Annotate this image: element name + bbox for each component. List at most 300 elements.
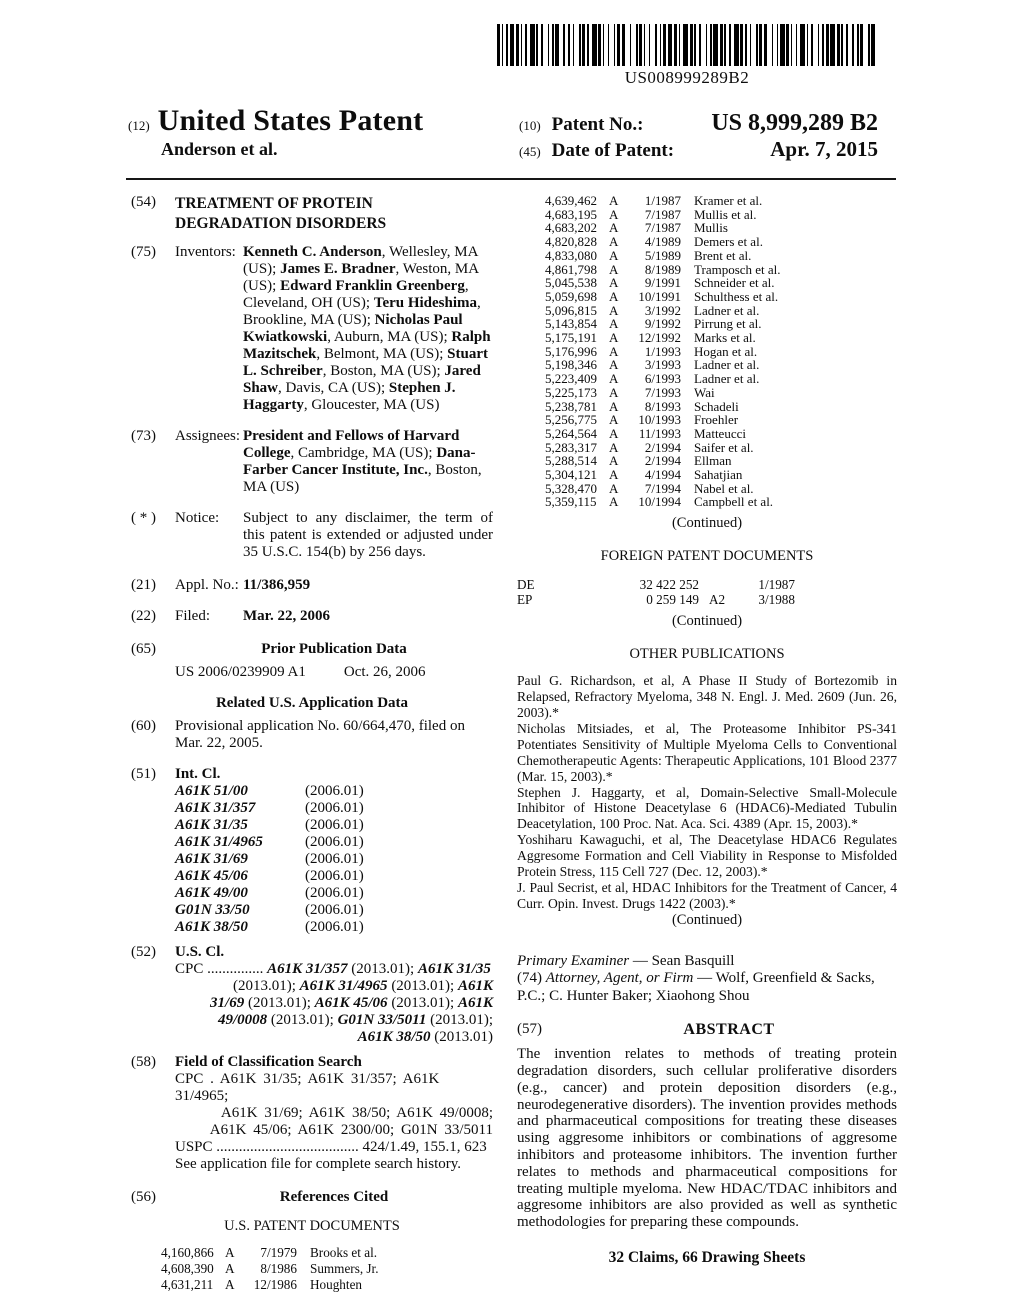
assignees-label: Assignees: — [175, 428, 240, 444]
field-code-65: (65) — [131, 641, 156, 657]
search-history-note: See application file for complete search history. — [175, 1156, 462, 1172]
text-run: A61K 45/06 — [314, 995, 388, 1011]
invention-title: TREATMENT OF PROTEIN DEGRADATION DISORDERS — [175, 195, 387, 232]
int-cl-row — [175, 919, 493, 936]
patent-ref-number: 5,264,564 — [545, 425, 597, 441]
int-cl-row — [175, 817, 493, 834]
patent-ref-row — [545, 263, 897, 277]
patent-ref-number: 4,683,202 — [545, 220, 597, 236]
patent-ref-date: 11/1993 — [638, 425, 681, 441]
patent-ref-row — [545, 317, 897, 331]
left-column — [131, 194, 493, 1293]
continued-note-3: (Continued) — [671, 911, 743, 928]
patent-ref-kind: A — [609, 247, 619, 263]
patent-ref-name: Ellman — [694, 453, 732, 469]
patent-ref-name: Mullis — [694, 220, 728, 236]
patent-ref-name: Ladner et al. — [694, 357, 760, 373]
patent-ref-date: 2/1994 — [644, 439, 681, 455]
patent-ref-name: Kramer et al. — [694, 193, 763, 208]
publication-reference: Stephen J. Haggarty, et al, Domain-Selective Small-Molecule Inhibitor of Histone Deacetylase 6 (HDAC6)-Mediated Tubulin Deacetylation, 100 Proc. Nat. Aca. Sci. 4389 (Apr. 15, 2003).* — [517, 784, 897, 832]
classification-line — [175, 961, 493, 978]
patent-ref-row — [161, 1245, 493, 1261]
foreign-ref-row — [517, 577, 897, 592]
text-run: Kenneth C. Anderson — [243, 244, 382, 260]
text-run: , Gloucester, MA (US) — [303, 397, 440, 413]
field-code-51: (51) — [131, 766, 156, 782]
patent-ref-date: 8/1986 — [260, 1261, 297, 1276]
appl-no-value: 11/386,959 — [243, 577, 311, 593]
patent-ref-date: 4/1989 — [644, 234, 681, 250]
patent-ref-number: 4,861,798 — [545, 261, 597, 277]
us-cl-label: U.S. Cl. — [175, 944, 225, 960]
foreign-ref-kind: A2 — [709, 592, 726, 608]
patent-ref-row — [545, 304, 897, 318]
patent-ref-kind: A — [609, 288, 619, 304]
classification-line — [175, 1012, 493, 1029]
references-cited-title: References Cited — [279, 1189, 389, 1205]
text-run: Stephen J. Haggarty — [243, 380, 456, 413]
patent-ref-name: Summers, Jr. — [310, 1261, 379, 1276]
foreign-ref-number: 32 422 252 — [639, 577, 699, 593]
patent-ref-row — [545, 413, 897, 427]
foreign-ref-row — [517, 592, 897, 607]
patent-ref-number: 5,198,346 — [545, 357, 597, 373]
patent-ref-kind: A — [609, 261, 619, 277]
notice-text: Subject to any disclaimer, the term of this patent is extended or adjusted under 35 U.S.C. 154(b) by 256 days. — [243, 510, 493, 560]
patent-ref-number: 5,283,317 — [545, 439, 597, 455]
related-data-text: Provisional application No. 60/664,470, filed on Mar. 22, 2005. — [175, 718, 465, 751]
patent-ref-name: Hogan et al. — [694, 343, 758, 359]
patent-ref-kind: A — [609, 316, 619, 332]
foreign-patent-documents-table — [517, 577, 897, 607]
text-run: , Cambridge, MA (US); — [290, 445, 437, 461]
patent-ref-number: 5,175,191 — [545, 330, 597, 346]
patent-ref-row — [545, 468, 897, 482]
section-assignees — [131, 428, 493, 496]
foreign-ref-date: 3/1988 — [758, 592, 795, 608]
barcode-image — [497, 24, 877, 66]
patent-ref-number: 5,304,121 — [545, 467, 597, 483]
patent-ref-row — [545, 441, 897, 455]
text-run: A61K — [457, 995, 493, 1011]
abstract-header — [517, 1021, 897, 1038]
us-patent-documents-table-right — [545, 194, 897, 509]
patent-ref-row — [545, 482, 897, 496]
text-run: — Wolf, Greenfield & Sacks, P.C.; C. Hunter Baker; Xiaohong Shou — [517, 970, 875, 1004]
patent-ref-date: 2/1994 — [644, 453, 681, 469]
barcode-block — [497, 24, 877, 88]
continued-note-1: (Continued) — [671, 515, 743, 532]
int-cl-row — [175, 851, 493, 868]
patent-ref-name: Saifer et al. — [694, 439, 754, 455]
patent-ref-kind: A — [225, 1245, 235, 1260]
patent-ref-kind: A — [609, 206, 619, 222]
patent-ref-name: Campbell et al. — [694, 494, 774, 510]
abstract-title: ABSTRACT — [683, 1021, 775, 1039]
patent-ref-row — [545, 427, 897, 441]
patent-ref-kind: A — [609, 494, 619, 510]
patent-ref-number: 5,288,514 — [545, 453, 597, 469]
classification-line — [175, 995, 493, 1012]
section-prior-publication — [131, 641, 493, 658]
field-code-57: (57) — [517, 1021, 542, 1038]
patent-ref-number: 4,631,211 — [161, 1277, 214, 1292]
text-run: , Weston, MA (US); — [243, 261, 479, 294]
assignees-list — [243, 428, 493, 496]
right-column — [517, 194, 897, 1266]
text-run: (2013.01); — [347, 961, 418, 977]
other-publications-title: OTHER PUBLICATIONS — [629, 646, 785, 663]
text-run: Edward Franklin Greenberg — [280, 278, 465, 294]
prior-publication-row — [175, 664, 493, 681]
patent-ref-row — [545, 208, 897, 222]
field-of-search-label: Field of Classification Search — [175, 1054, 362, 1070]
patent-ref-name: Marks et al. — [694, 330, 756, 346]
patent-ref-row — [161, 1277, 493, 1293]
int-cl-code: G01N 33/50 — [175, 902, 250, 918]
patent-ref-date: 1/1987 — [644, 193, 681, 208]
int-cl-row — [175, 834, 493, 851]
int-cl-version: (2006.01) — [305, 919, 364, 935]
field-code-54: (54) — [131, 194, 156, 210]
patent-ref-date: 12/1992 — [638, 330, 681, 346]
text-run: , Brookline, MA (US); — [243, 295, 481, 328]
section-related-data — [131, 718, 493, 752]
patent-ref-name: Schulthess et al. — [694, 288, 779, 304]
patent-ref-row — [545, 495, 897, 509]
patent-ref-kind: A — [225, 1277, 235, 1292]
patent-ref-row — [545, 331, 897, 345]
patent-ref-number: 5,225,173 — [545, 384, 597, 400]
continued-note-2: (Continued) — [671, 613, 743, 630]
classification-line: A61K 31/69; A61K 38/50; A61K 49/0008; — [220, 1105, 493, 1121]
publication-reference: Yoshiharu Kawaguchi, et al, The Deacetylase HDAC6 Regulates Aggresome Formation and Cell Viability in Response to Misfolded Protein Stress, 115 Cell 727 (Dec. 12, 2003).* — [517, 832, 897, 880]
uspc-line: USPC ...................................... 424/1.49, 155.1, 623 — [175, 1139, 487, 1155]
text-run: Primary Examiner — [517, 952, 630, 969]
field-code-21: (21) — [131, 577, 156, 593]
patent-ref-number: 5,096,815 — [545, 302, 597, 318]
patent-ref-number: 5,256,775 — [545, 412, 597, 428]
publication-reference: Nicholas Mitsiades, et al, The Proteasome Inhibitor PS-341 Potentiates Sensitivity of Multiple Myeloma Cells to Conventional Chemotherapeutic Agents: Therapeutic Applications, 101 Blood 2377 (Mar. 15, 2003).* — [517, 720, 897, 784]
patent-ref-name: Brent et al. — [694, 247, 752, 263]
patent-ref-number: 4,608,390 — [161, 1261, 214, 1276]
patent-ref-kind: A — [609, 302, 619, 318]
text-run: (2013.01); — [232, 978, 300, 994]
patent-ref-kind: A — [609, 330, 619, 346]
claims-line: 32 Claims, 66 Drawing Sheets — [608, 1249, 806, 1267]
classification-line — [175, 1029, 493, 1046]
text-run: 31/69 — [210, 995, 245, 1011]
patent-ref-name: Froehler — [694, 412, 739, 428]
text-run: Ralph Mazitschek — [243, 329, 491, 362]
patent-ref-kind: A — [609, 425, 619, 441]
primary-examiner-line — [517, 953, 897, 971]
patent-ref-number: 4,160,866 — [161, 1245, 214, 1260]
us-patent-documents-title: U.S. PATENT DOCUMENTS — [224, 1218, 400, 1234]
field-code-75: (75) — [131, 244, 156, 260]
patent-ref-name: Wai — [694, 384, 715, 400]
publication-reference: J. Paul Secrist, et al, HDAC Inhibitors for the Treatment of Cancer, 4 Curr. Opin. Invest. Drugs 1422 (2003).* — [517, 879, 897, 911]
cpc-classification-block — [175, 961, 493, 1046]
text-run: G01N 33/5011 — [337, 1012, 427, 1028]
foreign-ref-country: DE — [517, 577, 535, 593]
field-code-notice: ( * ) — [131, 510, 156, 526]
patent-ref-kind: A — [609, 453, 619, 469]
section-references-cited — [131, 1189, 493, 1206]
int-cl-version: (2006.01) — [305, 885, 364, 901]
patent-ref-number: 5,176,996 — [545, 343, 597, 359]
patent-ref-date: 3/1992 — [644, 302, 681, 318]
int-cl-code: A61K 45/06 — [175, 868, 248, 884]
patent-ref-kind: A — [609, 480, 619, 496]
patent-ref-name: Houghten — [310, 1277, 363, 1292]
section-us-cl — [131, 944, 493, 961]
text-run: A61K 31/357 — [267, 961, 348, 977]
field-cpc-lines — [175, 1071, 493, 1139]
patent-ref-kind: A — [609, 439, 619, 455]
patent-ref-date: 7/1979 — [260, 1245, 297, 1260]
patent-ref-date: 1/1993 — [644, 343, 681, 359]
patent-ref-name: Schneider et al. — [694, 275, 775, 291]
patent-ref-date: 3/1993 — [644, 357, 681, 373]
patent-number: US 8,999,289 B2 — [711, 110, 878, 136]
section-int-cl — [131, 766, 493, 783]
patent-ref-row — [545, 358, 897, 372]
patent-ref-kind: A — [609, 384, 619, 400]
text-run: (2013.01); — [244, 995, 315, 1011]
int-cl-code: A61K 31/4965 — [175, 834, 263, 850]
field-code-73: (73) — [131, 428, 156, 444]
foreign-ref-date: 1/1987 — [758, 577, 795, 593]
int-cl-code: A61K 49/00 — [175, 885, 248, 901]
text-run: (74) — [517, 970, 546, 987]
patent-ref-row — [545, 400, 897, 414]
text-run: Stuart L. Schreiber — [243, 346, 489, 379]
patent-ref-date: 6/1993 — [644, 371, 681, 387]
related-data-title: Related U.S. Application Data — [215, 695, 409, 711]
text-run: (2013.01); — [267, 1012, 338, 1028]
field-code-60: (60) — [131, 718, 156, 734]
section-field-of-search — [131, 1054, 493, 1071]
patent-ref-kind: A — [609, 412, 619, 428]
patent-ref-number: 4,639,462 — [545, 193, 597, 208]
int-cl-code: A61K 31/357 — [175, 800, 256, 816]
patent-ref-name: Tramposch et al. — [694, 261, 781, 277]
patent-ref-name: Matteucci — [694, 425, 746, 441]
patent-ref-number: 5,238,781 — [545, 398, 597, 414]
patent-ref-kind: A — [609, 357, 619, 373]
inventors-label: Inventors: — [175, 244, 236, 260]
field-code-52: (52) — [131, 944, 156, 960]
patent-ref-date: 7/1987 — [644, 206, 681, 222]
header-right — [519, 110, 878, 162]
patent-ref-number: 4,683,195 — [545, 206, 597, 222]
foreign-ref-number: 0 259 149 — [646, 592, 699, 608]
patent-ref-kind: A — [609, 220, 619, 236]
other-publications-list — [517, 673, 897, 912]
us-patent-documents-table-left — [161, 1245, 493, 1293]
int-cl-row — [175, 902, 493, 919]
patent-ref-date: 7/1994 — [644, 480, 681, 496]
patent-ref-name: Demers et al. — [694, 234, 763, 250]
appl-no-label: Appl. No.: — [175, 577, 239, 593]
patent-ref-date: 9/1992 — [644, 316, 681, 332]
patent-ref-row — [545, 290, 897, 304]
patent-ref-row — [545, 345, 897, 359]
int-cl-row — [175, 783, 493, 800]
classification-line — [175, 978, 493, 995]
header-left — [128, 104, 423, 160]
text-run: Jared Shaw — [243, 363, 481, 396]
patent-ref-kind: A — [609, 343, 619, 359]
text-run: James E. Bradner — [280, 261, 396, 277]
text-run: A61K 38/50 — [357, 1029, 431, 1045]
section-filed — [131, 608, 493, 625]
barcode-text: US008999289B2 — [624, 68, 750, 87]
publication-reference: Paul G. Richardson, et al, A Phase II Study of Bortezomib in Relapsed, Refractory Myeloma, 348 N. Engl. J. Med. 2609 (Jun. 26, 2003).* — [517, 673, 897, 720]
patent-ref-name: Pirrung et al. — [694, 316, 762, 332]
patent-ref-row — [545, 454, 897, 468]
int-cl-version: (2006.01) — [305, 800, 364, 816]
text-run: , Auburn, MA (US); — [327, 329, 452, 345]
section-inventors — [131, 244, 493, 414]
patent-ref-name: Schadeli — [694, 398, 739, 414]
int-cl-code: A61K 38/50 — [175, 919, 248, 935]
patent-ref-kind: A — [609, 193, 619, 208]
text-run: A61K 31/35 — [417, 961, 491, 977]
section-title — [131, 194, 493, 234]
abstract-text: The invention relates to methods of treating protein degradation disorders, such cellular proliferative disorders (e.g., cancer) and protein deposition disorders (e.g., neurodegenerative disorders). The invention provides methods and pharmaceutical compositions for treating these diseases using aggresome inhibitors or combinations of aggresome inhibitors and proteasome inhibitors. The invention further relates to methods and pharmaceutical compositions for treating multiple myeloma. New HDAC/TDAC inhibitors and aggresome inhibitors are also provided as well as synthetic methodologies for preparing these compounds. — [517, 1046, 897, 1231]
int-cl-row — [175, 885, 493, 902]
int-cl-version: (2006.01) — [305, 834, 364, 850]
text-run: Attorney, Agent, or Firm — [545, 970, 694, 987]
text-run: , Cleveland, OH (US); — [243, 278, 469, 311]
int-cl-row — [175, 868, 493, 885]
patent-ref-number: 5,059,698 — [545, 288, 597, 304]
patent-ref-row — [545, 276, 897, 290]
patent-ref-name: Nabel et al. — [694, 480, 754, 496]
field-code-10: (10) — [519, 118, 541, 133]
patent-ref-name: Brooks et al. — [310, 1245, 378, 1260]
text-run: President and Fellows of Harvard College — [243, 428, 460, 461]
text-run: Teru Hideshima — [373, 295, 478, 311]
text-run: A61K 31/4965 — [299, 978, 388, 994]
attorney-line — [517, 970, 897, 1005]
inventors-list — [243, 244, 493, 414]
section-appl-no — [131, 577, 493, 594]
text-run: (2013.01) — [430, 1029, 493, 1045]
patent-ref-number: 5,223,409 — [545, 371, 597, 387]
patent-ref-name: Ladner et al. — [694, 371, 760, 387]
text-run: Nicholas Paul Kwiatkowski — [243, 312, 463, 345]
int-cl-code: A61K 31/69 — [175, 851, 248, 867]
prior-publication-date: Oct. 26, 2006 — [343, 664, 426, 680]
int-cl-label: Int. Cl. — [175, 766, 221, 782]
text-run: , Boston, MA (US) — [243, 462, 482, 495]
int-cl-version: (2006.01) — [305, 817, 364, 833]
notice-label: Notice: — [175, 510, 220, 526]
section-notice — [131, 510, 493, 561]
patent-ref-date: 4/1994 — [644, 467, 681, 483]
patent-ref-kind: A — [609, 275, 619, 291]
page-title: United States Patent — [157, 104, 424, 137]
patent-ref-number: 4,833,080 — [545, 247, 597, 263]
patent-ref-name: Ladner et al. — [694, 302, 760, 318]
int-cl-table — [175, 783, 493, 936]
patent-ref-number: 4,820,828 — [545, 234, 597, 250]
prior-publication-number: US 2006/0239909 A1 — [175, 664, 306, 680]
text-run: — Sean Basquill — [629, 952, 735, 969]
text-run: (2013.01); — [426, 1012, 493, 1028]
patent-ref-date: 8/1993 — [644, 398, 681, 414]
text-run: ............... — [207, 961, 268, 977]
int-cl-version: (2006.01) — [305, 783, 364, 799]
foreign-ref-country: EP — [517, 592, 533, 608]
patent-ref-date: 8/1989 — [644, 261, 681, 277]
filed-value: Mar. 22, 2006 — [243, 608, 330, 624]
foreign-patent-documents-title: FOREIGN PATENT DOCUMENTS — [600, 548, 814, 565]
patent-ref-row — [545, 372, 897, 386]
patent-ref-date: 10/1991 — [638, 288, 681, 304]
patent-ref-kind: A — [609, 467, 619, 483]
field-code-45: (45) — [519, 144, 541, 159]
patent-ref-number: 5,045,538 — [545, 275, 597, 291]
filed-label: Filed: — [175, 608, 211, 624]
field-code-22: (22) — [131, 608, 156, 624]
patent-date-label: Date of Patent: — [551, 140, 675, 161]
text-run: Dana-Farber Cancer Institute, Inc. — [243, 445, 476, 478]
patent-ref-date: 10/1993 — [638, 412, 681, 428]
patent-ref-date: 10/1994 — [638, 494, 681, 510]
text-run: CPC — [175, 961, 208, 977]
patent-ref-number: 5,359,115 — [545, 494, 597, 510]
patent-ref-name: Mullis et al. — [694, 206, 757, 222]
text-run: (2013.01); — [387, 978, 458, 994]
patent-ref-number: 5,328,470 — [545, 480, 597, 496]
int-cl-version: (2006.01) — [305, 902, 364, 918]
foreign-ref-kind — [699, 577, 737, 592]
prior-publication-title: Prior Publication Data — [261, 641, 407, 657]
patent-ref-row — [545, 249, 897, 263]
patent-ref-name: Sahatjian — [694, 467, 743, 483]
text-run: 49/0008 — [217, 1012, 268, 1028]
patent-ref-date: 7/1993 — [644, 384, 681, 400]
patent-no-label: Patent No.: — [551, 114, 644, 135]
header-divider — [126, 178, 896, 180]
patent-ref-date: 7/1987 — [644, 220, 681, 236]
patent-date: Apr. 7, 2015 — [770, 137, 878, 161]
patent-ref-row — [161, 1261, 493, 1277]
patent-ref-kind: A — [609, 371, 619, 387]
patent-ref-kind: A — [609, 234, 619, 250]
patent-ref-kind: A — [225, 1261, 235, 1276]
text-run: , Wellesley, MA (US); — [243, 244, 478, 277]
patent-ref-row — [545, 194, 897, 208]
examiner-block — [517, 953, 897, 1006]
int-cl-version: (2006.01) — [305, 868, 364, 884]
patent-ref-date: 9/1991 — [644, 275, 681, 291]
text-run: (2013.01); — [387, 995, 458, 1011]
patent-ref-date: 12/1986 — [253, 1277, 297, 1292]
patent-ref-kind: A — [609, 398, 619, 414]
patent-ref-number: 5,143,854 — [545, 316, 597, 332]
classification-line: A61K 45/06; A61K 2300/00; G01N 33/5011 — [209, 1122, 493, 1138]
text-run: , Boston, MA (US); — [322, 363, 445, 379]
int-cl-code: A61K 31/35 — [175, 817, 248, 833]
int-cl-row — [175, 800, 493, 817]
patent-authors: Anderson et al. — [161, 139, 278, 159]
text-run: , Davis, CA (US); — [278, 380, 389, 396]
